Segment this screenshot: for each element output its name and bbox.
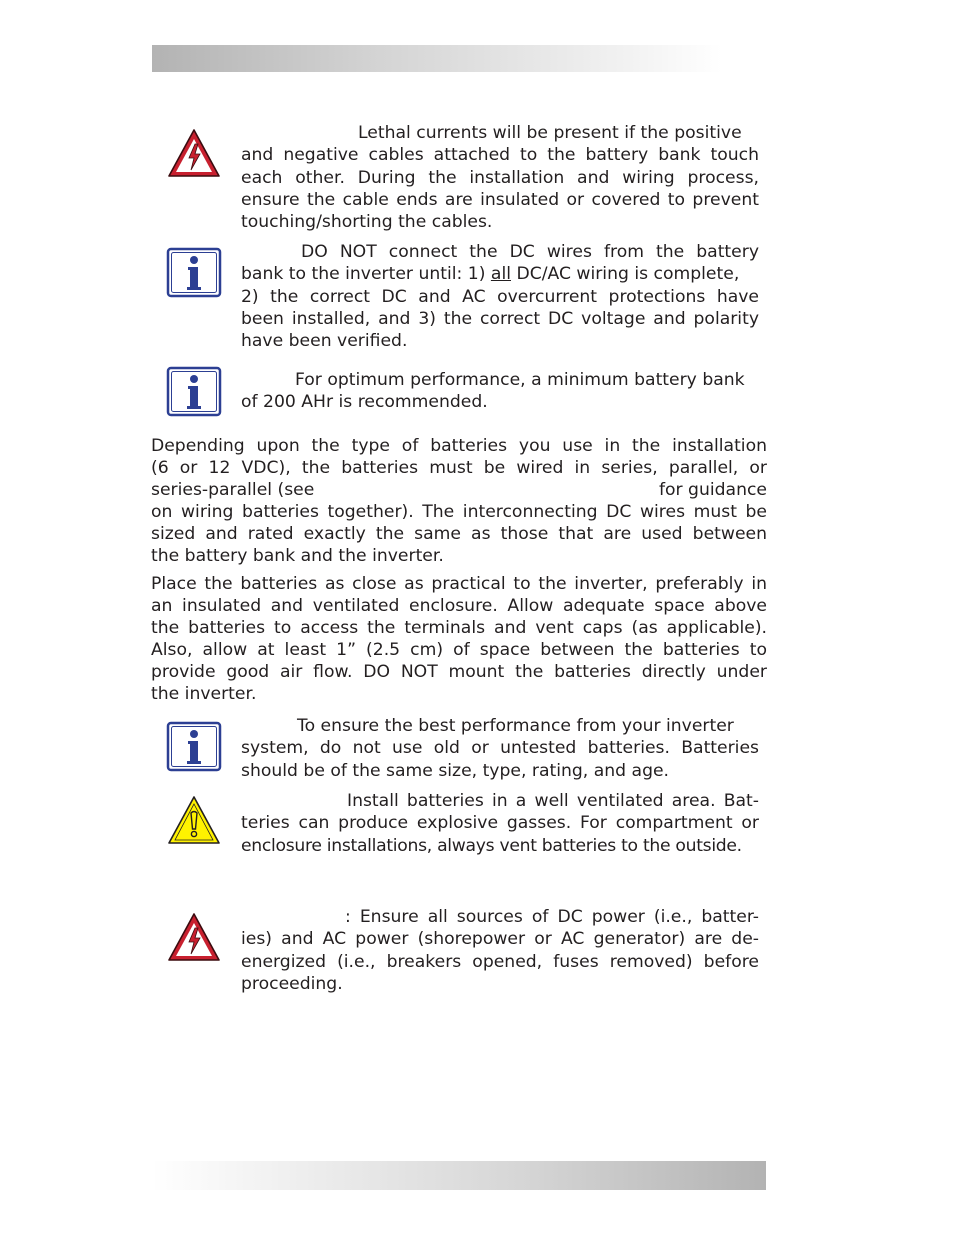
info-note-battery-size — [241, 369, 759, 414]
note-text: DC/AC wiring is complete, — [511, 264, 740, 285]
note-line: each other. During the installation and wiring process, — [241, 167, 759, 188]
body-paragraph-placement — [151, 573, 767, 706]
info-note-dc-connect — [241, 241, 759, 352]
electrical-hazard-icon — [166, 127, 222, 179]
note-line: system, do not use old or untested batteries. Batteries — [241, 738, 759, 759]
info-note-battery-quality — [241, 715, 759, 782]
note-line: should be of the same size, type, rating, and age. — [241, 760, 670, 781]
note-line: DO NOT connect the DC wires from the battery — [301, 242, 759, 262]
note-line: have been verified. — [241, 331, 408, 352]
note-line: and negative cables attached to the battery bank touch — [241, 145, 759, 166]
para-text: series-parallel (see — [151, 480, 315, 501]
note-line: been installed, and 3) the correct DC voltage and polarity — [241, 308, 759, 329]
para-text: for guidance — [658, 480, 767, 501]
caution-note-ventilation — [241, 790, 759, 857]
info-icon — [166, 247, 222, 299]
note-line — [241, 263, 759, 285]
electrical-hazard-icon — [166, 911, 222, 963]
para-line: the batteries to access the terminals and vent caps (as applicable). — [151, 618, 767, 639]
note-emphasis: all — [490, 264, 511, 285]
note-line: proceeding. — [241, 973, 343, 994]
note-line: For optimum performance, a minimum battery bank — [295, 370, 745, 390]
note-line: : Ensure all sources of DC power (i.e., batter- — [345, 907, 759, 927]
para-line — [151, 479, 767, 501]
note-line: of 200 AHr is recommended. — [241, 392, 488, 413]
para-line: Depending upon the type of batteries you use in the installation — [151, 436, 767, 456]
note-line: enclosure installations, always vent batteries to the outside. — [241, 835, 742, 856]
para-line: the battery bank and the inverter. — [151, 546, 444, 567]
body-paragraph-wiring — [151, 435, 767, 568]
danger-note-deenergize — [241, 906, 759, 995]
note-text: bank to the inverter until: 1) — [241, 264, 491, 285]
note-line: ensure the cable ends are insulated or covered to prevent — [241, 189, 759, 210]
para-line: sized and rated exactly the same as those that are used between — [151, 524, 767, 545]
note-line: To ensure the best performance from your inverter — [297, 716, 734, 736]
header-bar — [152, 45, 722, 72]
note-line: touching/shorting the cables. — [241, 212, 493, 233]
note-line: Install batteries in a well ventilated area. Bat- — [347, 791, 759, 811]
para-line: an insulated and ventilated enclosure. Allow adequate space above — [151, 596, 767, 617]
note-line: ies) and AC power (shorepower or AC generator) are de- — [241, 929, 759, 950]
footer-bar — [152, 1161, 766, 1190]
para-line: provide good air flow. DO NOT mount the batteries directly under — [151, 662, 767, 683]
note-line: teries can produce explosive gasses. For compartment or — [241, 813, 759, 834]
note-line: Lethal currents will be present if the positive — [358, 123, 742, 143]
para-line: the inverter. — [151, 684, 257, 705]
para-line: on wiring batteries together). The interconnecting DC wires must be — [151, 502, 767, 523]
para-line: Place the batteries as close as practical to the inverter, preferably in — [151, 574, 767, 594]
note-line: 2) the correct DC and AC overcurrent protections have — [241, 286, 759, 307]
note-line: energized (i.e., breakers opened, fuses removed) before — [241, 951, 759, 972]
caution-icon — [166, 794, 222, 846]
para-line: Also, allow at least 1” (2.5 cm) of space between the batteries to — [151, 640, 767, 661]
para-line: (6 or 12 VDC), the batteries must be wired in series, parallel, or — [151, 458, 767, 479]
info-icon — [166, 366, 222, 418]
info-icon — [166, 721, 222, 773]
danger-note-battery-short — [241, 122, 759, 233]
